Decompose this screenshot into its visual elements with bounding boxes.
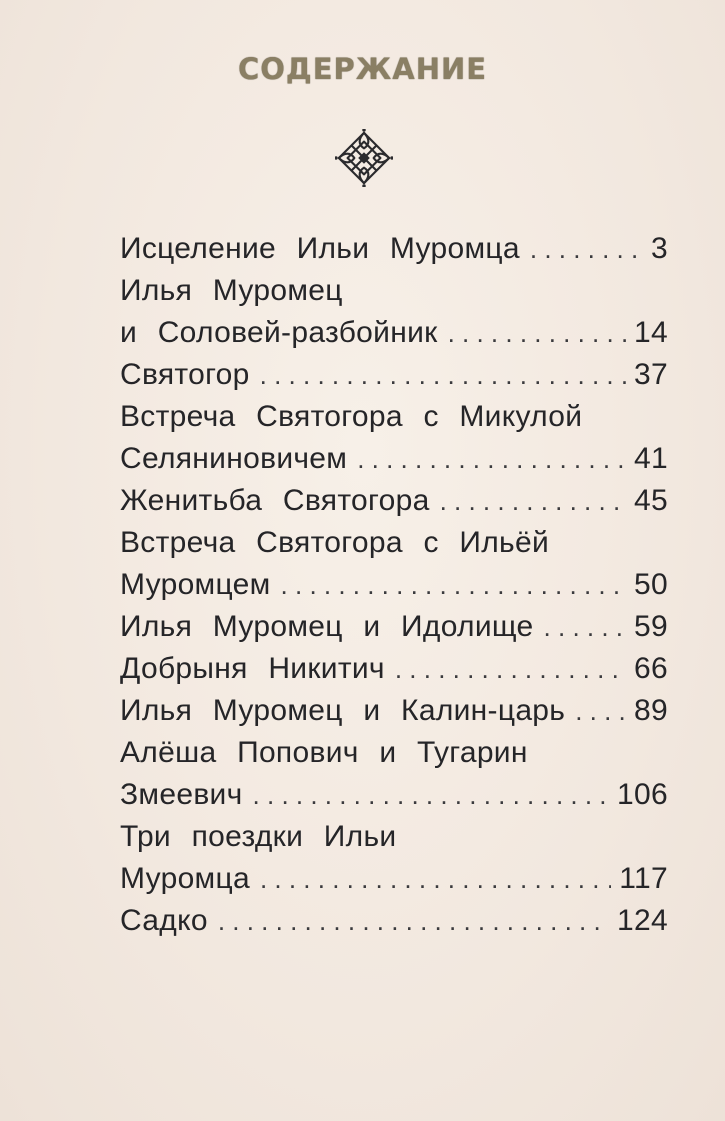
- toc-page-number: 66: [634, 652, 668, 685]
- toc-entry: [120, 270, 668, 354]
- toc-page-number: 37: [634, 358, 668, 391]
- toc-entry-line: [120, 858, 668, 900]
- dot-leader: [440, 480, 626, 522]
- toc-entry-title: Илья Муромец и Калин-царь: [120, 694, 566, 727]
- toc-page-number: 117: [619, 862, 668, 895]
- page-title: СОДЕРЖАНИЕ: [237, 52, 488, 86]
- toc-page-number: 59: [634, 610, 668, 643]
- toc-entry: [120, 228, 668, 270]
- dot-leader: [357, 438, 626, 480]
- dot-leader: [544, 606, 626, 648]
- toc-entry-title: Святогор: [120, 358, 250, 391]
- toc-entry-title: Садко: [120, 904, 208, 937]
- toc-entry-title: Встреча Святогора с Микулой: [120, 400, 583, 433]
- toc-entry-line: [120, 480, 668, 522]
- toc-entry-line: [120, 228, 668, 270]
- toc-entry-title: Змеевич: [120, 778, 243, 811]
- toc-entry-title: Исцеление Ильи Муромца: [120, 232, 520, 265]
- toc-entry-title: и Соловей-разбойник: [120, 316, 438, 349]
- dot-leader: [260, 354, 626, 396]
- toc-entry-line: [120, 690, 668, 732]
- toc-page-number: 41: [634, 442, 668, 475]
- toc-entry-line: [120, 564, 668, 606]
- toc-entry-title: Алёша Попович и Тугарин: [120, 736, 528, 769]
- toc-entry: [120, 648, 668, 690]
- toc-entry: [120, 354, 668, 396]
- toc-entry-title: Встреча Святогора с Ильёй: [120, 526, 550, 559]
- dot-leader: [218, 900, 609, 942]
- decorative-knot-ornament-icon: [335, 129, 393, 187]
- dot-leader: [260, 858, 611, 900]
- toc-entry-line: [120, 774, 668, 816]
- toc-page-number: 3: [651, 232, 668, 265]
- toc-page-number: 89: [634, 694, 668, 727]
- toc-entry-title: Женитьба Святогора: [120, 484, 430, 517]
- toc-entry-line: [120, 606, 668, 648]
- dot-leader: [395, 648, 626, 690]
- toc-entry-title: Три поездки Ильи: [120, 820, 397, 853]
- dot-leader: [281, 564, 626, 606]
- toc-entry-title: Селяниновичем: [120, 442, 348, 475]
- toc-entry: [120, 816, 668, 900]
- toc-entry: [120, 522, 668, 606]
- toc-entry-line: [120, 648, 668, 690]
- dot-leader: [575, 690, 626, 732]
- toc-entry: [120, 732, 668, 816]
- toc-entry: [120, 606, 668, 648]
- dot-leader: [253, 774, 609, 816]
- toc-entry-title: Илья Муромец: [120, 274, 343, 307]
- toc-page-number: 106: [617, 778, 668, 811]
- toc-entry-title: Илья Муромец и Идолище: [120, 610, 534, 643]
- toc-entry-line: [120, 900, 668, 942]
- toc-entry-title: Муромца: [120, 862, 250, 895]
- toc-entry: [120, 480, 668, 522]
- toc-page-number: 50: [634, 568, 668, 601]
- toc-entry-line: [120, 354, 668, 396]
- toc-page-number: 124: [617, 904, 668, 937]
- toc-page-number: 45: [634, 484, 668, 517]
- dot-leader: [530, 228, 643, 270]
- toc-page-number: 14: [634, 316, 668, 349]
- toc-entry-line: [120, 312, 668, 354]
- toc-entry: [120, 396, 668, 480]
- toc-entry: [120, 690, 668, 732]
- toc-entry: [120, 900, 668, 942]
- dot-leader: [448, 312, 626, 354]
- toc-entry-title: Муромцем: [120, 568, 271, 601]
- table-of-contents: [120, 228, 668, 942]
- toc-entry-line: [120, 438, 668, 480]
- toc-entry-title: Добрыня Никитич: [120, 652, 385, 685]
